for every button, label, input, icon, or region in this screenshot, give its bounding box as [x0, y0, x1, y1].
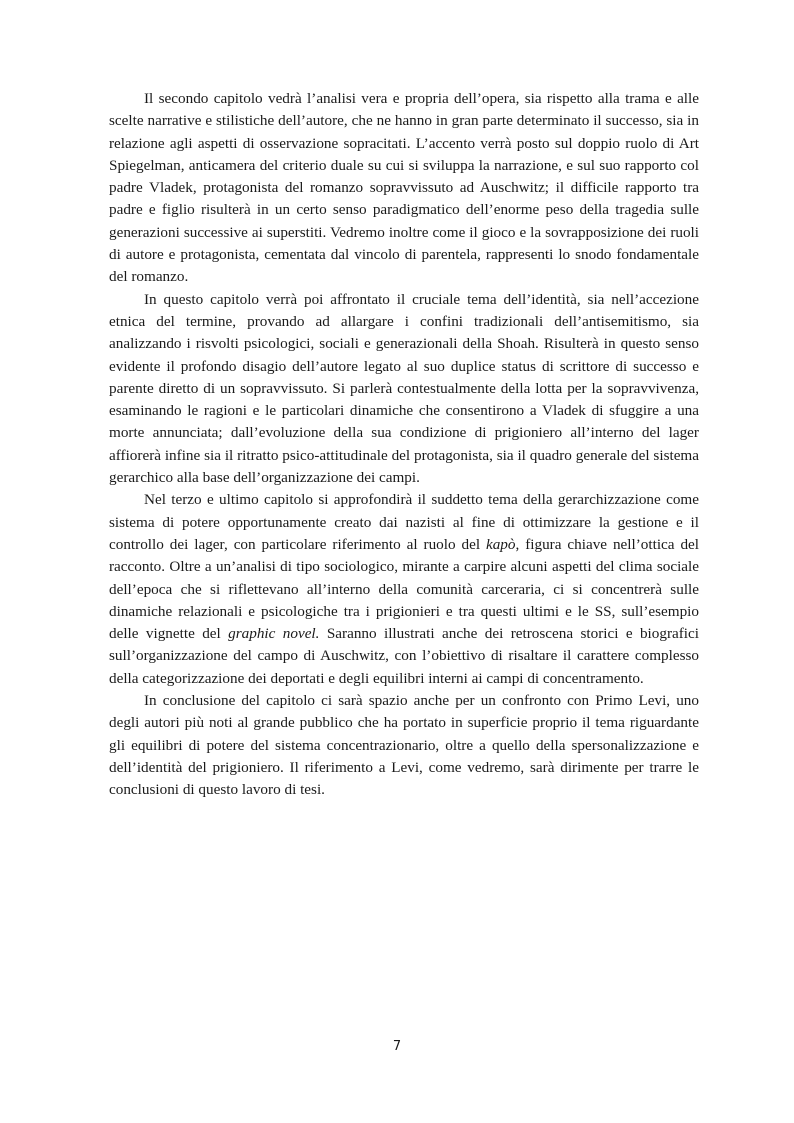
paragraph-3	[109, 489, 699, 690]
paragraph-4-text: In conclusione del capitolo ci sarà spazio anche per un confronto con Primo Levi, uno degli autori più noti al grande pubblico che ha portato in superficie proprio il tema riguardante gli equilibri di potere del sistema concentrazionario, oltre a quello della spersonalizzazione e dell’identità del prigioniero. Il riferimento a Levi, come vedremo, sarà dirimente per trarre le conclusioni di questo lavoro di tesi.	[109, 692, 699, 799]
body-text	[109, 88, 699, 802]
paragraph-4	[109, 690, 699, 801]
paragraph-1	[109, 88, 699, 289]
kapo-term: kapò	[485, 535, 516, 553]
paragraph-2-text: In questo capitolo verrà poi affrontato il cruciale tema dell’identità, sia nell’accezione etnica del termine, provando ad allargare i confini tradizionali dell’antisemitismo, sia analizzando i risvolti psicologici, sociali e generazionali della Shoah. Risulterà in questo senso evidente il profondo disagio dell’autore legato al suo duplice status di scrittore di successo e parente diretto di un sopravvissuto. Si parlerà contestualmente della lotta per la sopravvivenza, esaminando le ragioni e le particolari dinamiche che consentirono a Vladek di sfuggire a una morte annunciata; dall’evoluzione della sua condizione di prigioniero all’interno del lager affiorerà infine sia il ritratto psico-attitudinale del protagonista, sia il quadro generale del sistema gerarchico alla base dell’organizzazione dei campi.	[109, 290, 699, 487]
paragraph-3-text-c: Saranno illustrati anche dei retroscena storici e biografici sull’organizzazione del campo di Auschwitz, con l’obiettivo di risaltare il carattere complesso della categorizzazione dei deportati e degli equilibri interni ai campi di concentramento.	[109, 625, 699, 687]
graphic-novel-term: graphic novel.	[228, 625, 320, 643]
paragraph-3-text-b: , figura chiave nell’ottica del racconto. Oltre a un’analisi di tipo sociologico, mirante a carpire alcuni aspetti del clima sociale dell’epoca che si riflettevano all’interno della comunità carceraria, ci si concentrerà sulle dinamiche relazionali e psicologiche tra i prigionieri e tra questi ultimi e le SS, sull’esempio delle vignette del	[109, 535, 699, 643]
page-number: 7	[392, 1039, 402, 1054]
paragraph-3-text-a: Nel terzo e ultimo capitolo si approfondirà il suddetto tema della gerarchizzazione come sistema di potere opportunamente creato dai nazisti al fine di ottimizzare la gestione e il controllo dei lager, con particolare riferimento al ruolo del	[109, 491, 699, 553]
paragraph-1-text: Il secondo capitolo vedrà l’analisi vera e propria dell’opera, sia rispetto alla trama e alle scelte narrative e stilistiche dell’autore, che ne hanno in gran parte determinato il successo, sia in relazione agli aspetti di osservazione sopracitati. L’accento verrà posto sul doppio ruolo di Art Spiegelman, anticamera del criterio duale su cui si sviluppa la narrazione, e sul suo rapporto col padre Vladek, protagonista del romanzo sopravvissuto ad Auschwitz; il difficile rapporto tra padre e figlio risulterà in un certo senso paradigmatico dell’enorme peso della tragedia sulle generazioni successive ai superstiti. Vedremo inoltre come il gioco e la sovrapposizione dei ruoli di autore e protagonista, cementata dal vincolo di parentela, rappresenti lo snodo fondamentale del romanzo.	[109, 90, 699, 286]
paragraph-2	[109, 289, 699, 490]
